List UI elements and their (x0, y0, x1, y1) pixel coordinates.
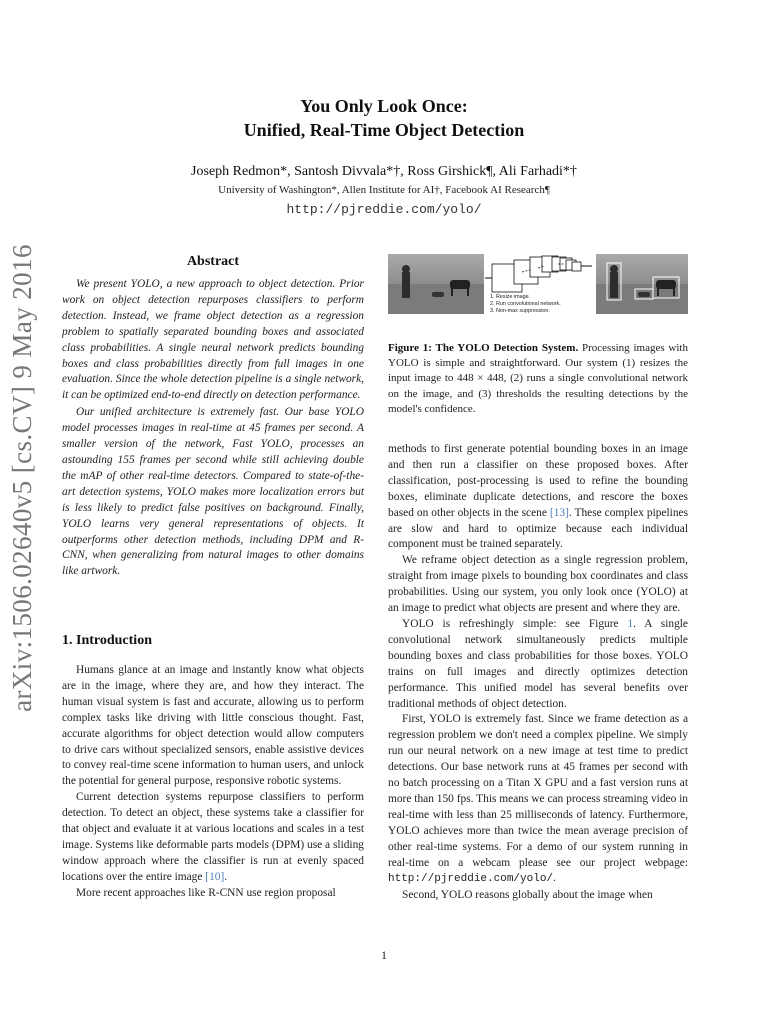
citation-link[interactable]: [13] (549, 506, 569, 519)
right-paragraph-3 (388, 617, 688, 712)
abstract-heading: Abstract (186, 254, 240, 269)
right-column-body (388, 442, 688, 904)
title-line-2: Unified, Real-Time Object Detection (243, 120, 525, 140)
intro-paragraph-1: Humans glance at an image and instantly know what objects are in the image, where they are, and how they interact. The human visual system is fast and accurate, allowing us to perform complex tasks like driving with little conscious thought. Fast, accurate algorithms for object detection would allow computers to drive cars without specialized sensors, enable assistive devices to convey real-time scene information to human users, and unlock the potential for general purpose, responsive robotic systems. (62, 664, 364, 788)
abstract-body (62, 277, 364, 580)
abstract-paragraph-2: Our unified architecture is extremely fast. Our base YOLO model processes images in real-time at 45 frames per second. A smaller version of the network, Fast YOLO, processes an astounding 155 frames per second while still achieving double the mAP of other real-time detectors. Compared to state-of-the-art detection systems, YOLO makes more localization errors but is less likely to predict false positives on background. Finally, YOLO learns very general representations of objects. It outperforms other detection methods, including DPM and R-CNN, when generalizing from natural images to other domains like artwork. (62, 406, 364, 578)
right-p4-text: First, YOLO is extremely fast. Since we frame detection as a regression problem we don't need a complex pipeline. We simply run our neural network on a new image at test time to predict detections. Our base network runs at 45 frames per second with no batch processing on a Titan X GPU and a fast version runs at more than 150 fps. This means we can process streaming video in real-time with less than 25 milliseconds of latency. Furthermore, YOLO achieves more than twice the mean average precision of other real-time systems. For a demo of our system running in real-time on a webcam please see our project webpage: (388, 713, 688, 869)
intro-body (62, 663, 364, 902)
title-line-1: You Only Look Once: (300, 96, 468, 116)
affiliations: University of Washington*, Allen Institute for AI†, Facebook AI Research¶ (218, 184, 550, 196)
right-paragraph-2: We reframe object detection as a single regression problem, straight from image pixels to bounding box coordinates and class probabilities. Using our system, you only look once (YOLO) at an image to predict what objects are present and where they are. (388, 554, 688, 615)
intro-p2-text: Current detection systems repurpose classifiers to perform detection. To detect an object, these systems take a classifier for that object and evaluate it at various locations and scales in a test image. Systems like deformable parts models (DPM) use a sliding window approach where the classifier is run at evenly spaced locations over the entire image (62, 791, 364, 883)
authors: Joseph Redmon*, Santosh Divvala*†, Ross Girshick¶, Ali Farhadi*† (191, 164, 577, 179)
caption-label: Figure 1: The YOLO Detection System. (388, 342, 579, 354)
step-1-text: 1. Resize image. (490, 294, 531, 300)
abstract-paragraph-1: We present YOLO, a new approach to object detection. Prior work on object detection repurposes classifiers to perform detection. Instead, we frame object detection as a regression problem to spatially separated bounding boxes and associated class probabilities. A single neural network predicts bounding boxes and class probabilities directly from full images in one evaluation. Since the whole detection pipeline is a single network, it can be optimized end-to-end directly on detection performance. (62, 278, 364, 402)
project-webpage-link[interactable]: http://pjreddie.com/yolo/ (388, 873, 554, 886)
right-p1-text: methods to first generate potential bounding boxes in an image and then run a classifier on these proposed boxes. After classification, post-processing is used to refine the bounding boxes, eliminate duplicate detections, and rescore the boxes based on other objects in the scene (388, 443, 688, 519)
right-p4-end: . (553, 872, 556, 885)
right-paragraph-1 (388, 442, 688, 553)
step-2-text: 2. Run convolutional network. (490, 301, 561, 307)
right-p1-end: . These complex pipelines are slow and hard to optimize because each individual component must be trained separately. (388, 506, 689, 551)
caption-text: Processing images with YOLO is simple and straightforward. Our system (1) resizes the input image to 448 × 448, (2) runs a single convolutional network on the image, and (3) thresholds the resulting detections by the model's confidence. (388, 342, 688, 415)
arxiv-watermark: arXiv:1506.02640v5 [cs.CV] 9 May 2016 (7, 244, 37, 712)
intro-paragraph-3: More recent approaches like R-CNN use region proposal (76, 886, 336, 899)
cnn-layers (492, 256, 581, 292)
project-url[interactable]: http://pjreddie.com/yolo/ (286, 202, 482, 217)
figure-1-caption (388, 341, 688, 417)
intro-paragraph-2 (62, 790, 364, 885)
right-p3-end: . A single convolutional network simultaneously predicts multiple bounding boxes and class probabilities for those boxes. YOLO trains on full images and directly optimizes detection performance. This unified model has several benefits over traditional methods of object detection. (388, 617, 688, 710)
figure-1-yolo-pipeline (388, 250, 688, 332)
page-number: 1 (381, 948, 387, 962)
citation-link[interactable]: [10] (205, 870, 225, 883)
paper-title (0, 94, 768, 142)
intro-heading: 1. Introduction (62, 633, 152, 648)
right-p3-start: YOLO is refreshingly simple: see Figure (402, 617, 628, 630)
output-image (596, 254, 688, 314)
right-paragraph-4 (388, 712, 688, 888)
right-paragraph-5: Second, YOLO reasons globally about the image when (402, 889, 653, 902)
input-image (388, 254, 484, 314)
step-3-text: 3. Non-max suppression. (490, 308, 550, 314)
figure-reference-link[interactable]: 1 (627, 617, 634, 630)
intro-p2-end: . (224, 870, 228, 883)
